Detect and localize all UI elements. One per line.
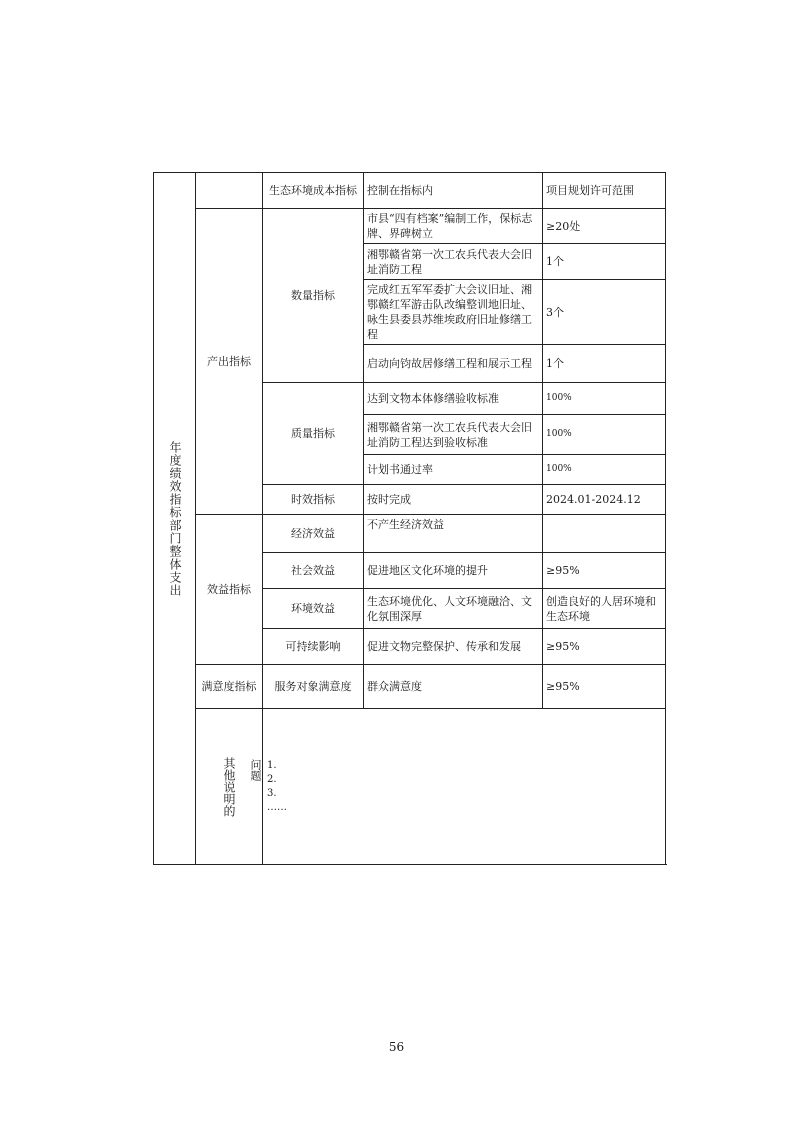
quality-content-3: 计划书通过率 [364, 455, 543, 485]
performance-table [153, 172, 666, 865]
benefit-value-1 [543, 515, 666, 553]
other-line-4: …… [267, 801, 287, 813]
quality-content-2: 湘鄂赣省第一次工农兵代表大会旧址消防工程达到验收标准 [364, 415, 543, 455]
other-line-3: 3. [267, 787, 277, 799]
annual-label: 年度绩效指标部门整体支出 [168, 440, 182, 597]
benefit-content-4: 促进文物完整保护、传承和发展 [364, 629, 543, 665]
benefit-label: 效益指标 [196, 515, 263, 665]
table-row [154, 173, 666, 209]
benefit-item-label-3: 环境效益 [263, 589, 364, 629]
table-row [154, 209, 666, 244]
output-label: 产出指标 [196, 209, 263, 515]
satisfaction-label: 满意度指标 [196, 665, 263, 709]
quality-value-1: 100% [543, 383, 666, 415]
quantity-content-2: 湘鄂赣省第一次工农兵代表大会旧址消防工程 [364, 244, 543, 280]
satisfaction-sub: 服务对象满意度 [263, 665, 364, 709]
annual-label-cell [154, 173, 196, 865]
quantity-content-4: 启动向钧故居修缮工程和展示工程 [364, 345, 543, 383]
quantity-label: 数量指标 [263, 209, 364, 383]
benefit-content-3: 生态环境优化、人文环境融洽、文化氛围深厚 [364, 589, 543, 629]
other-label-cell [196, 709, 263, 865]
quality-value-3: 100% [543, 455, 666, 485]
benefit-content-1: 不产生经济效益 [364, 515, 543, 553]
other-question: 问题 [249, 758, 262, 781]
other-notes-cell [249, 709, 666, 865]
page-number: 56 [388, 1040, 405, 1054]
quantity-content-3: 完成红五军军委扩大会议旧址、湘鄂赣红军游击队改编整训地旧址、咏生县委县苏维埃政府旧址修缮工程 [364, 280, 543, 345]
benefit-item-label-1: 经济效益 [263, 515, 364, 553]
quantity-value-2: 1个 [543, 244, 666, 280]
quantity-content-1: 市县“四有档案”编制工作，保标志牌、界碑树立 [364, 209, 543, 244]
satisfaction-content: 群众满意度 [364, 665, 543, 709]
empty-cell [196, 173, 263, 209]
quantity-value-1: ≥20处 [543, 209, 666, 244]
other-line-2: 2. [267, 773, 277, 785]
table-row [154, 515, 666, 553]
timeliness-value: 2024.01-2024.12 [543, 485, 666, 515]
benefit-value-2: ≥95% [543, 553, 666, 589]
other-line-1: 1. [267, 759, 277, 771]
cost-content: 控制在指标内 [364, 173, 543, 209]
timeliness-label: 时效指标 [263, 485, 364, 515]
other-label: 其他说明的 [222, 756, 236, 817]
quality-label: 质量指标 [263, 383, 364, 485]
timeliness-content: 按时完成 [364, 485, 543, 515]
benefit-content-2: 促进地区文化环境的提升 [364, 553, 543, 589]
quality-value-2: 100% [543, 415, 666, 455]
cost-value: 项目规划许可范围 [543, 173, 666, 209]
benefit-value-3: 创造良好的人居环境和生态环境 [543, 589, 666, 629]
quality-content-1: 达到文物本体修缮验收标准 [364, 383, 543, 415]
cost-indicator: 生态环境成本指标 [263, 173, 364, 209]
table-row [154, 709, 666, 865]
quantity-value-4: 1个 [543, 345, 666, 383]
table-row [154, 665, 666, 709]
benefit-item-label-4: 可持续影响 [263, 629, 364, 665]
satisfaction-value: ≥95% [543, 665, 666, 709]
benefit-value-4: ≥95% [543, 629, 666, 665]
quantity-value-3: 3个 [543, 280, 666, 345]
benefit-item-label-2: 社会效益 [263, 553, 364, 589]
